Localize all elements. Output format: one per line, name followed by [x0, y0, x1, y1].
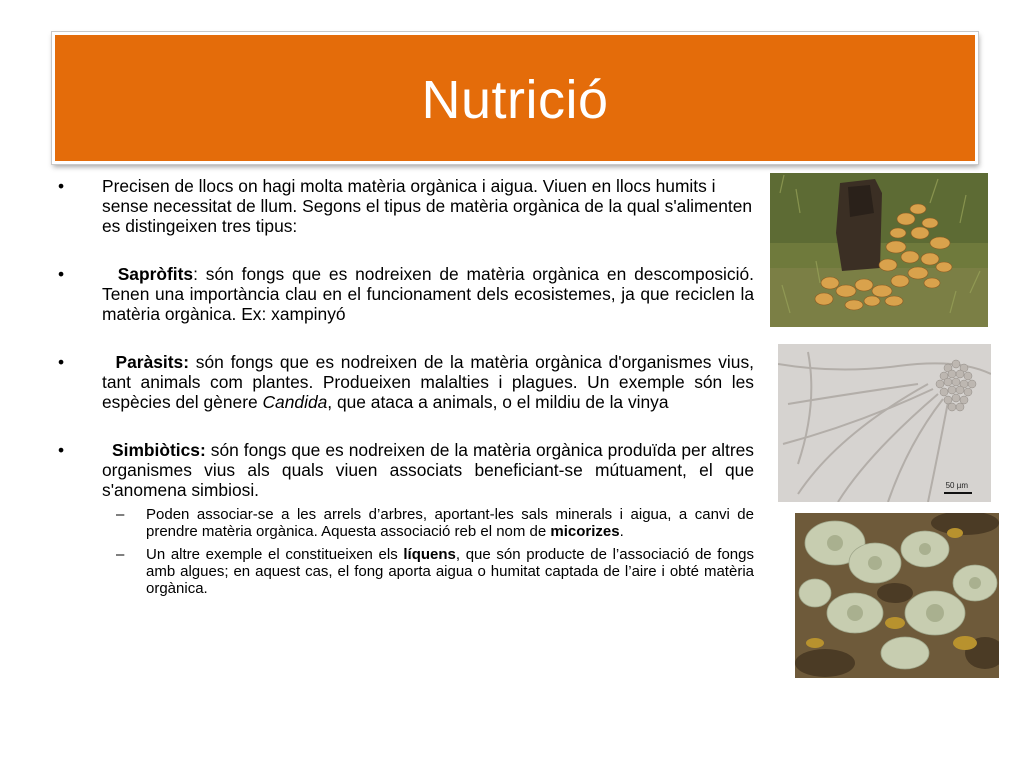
saprofits-text: : són fongs que es nodreixen de matèria orgànica en descomposició. Tenen una importància clau en el funcionament dels ecosistemes, ja que reciclen la matèria orgànica. Ex: xampinyó	[102, 264, 754, 324]
simbiotics-sub-list	[58, 506, 754, 597]
liquens-text-after: , que són producte de l’associació de fongs amb algues; en aquest cas, el fong aporta aigua o humitat captada de l’aire i obté matèria orgànica.	[146, 546, 754, 597]
lichen-illustration	[795, 513, 999, 678]
mushrooms-illustration	[770, 173, 988, 327]
slide-title-bar	[52, 32, 978, 164]
parasits-text-after: , que ataca a animals, o el mildiu de la vinya	[327, 392, 669, 412]
lichen-photo	[795, 513, 999, 678]
bullet-intro	[58, 176, 754, 236]
saprofits-term: Sapròfits	[117, 264, 194, 284]
bullet-simbiotics	[58, 440, 754, 500]
parasits-term: Paràsits:	[115, 352, 189, 372]
slide-body	[58, 176, 754, 603]
liquens-term: líquens	[403, 546, 456, 563]
microscope-photo	[778, 344, 991, 502]
sub-bullet-micorizes	[102, 506, 754, 540]
parasits-text: són fongs que es nodreixen de la matèria orgànica d'organismes vius, tant animals com plantes. Produeixen malalties i plagues. Un exemple són les espècies del gènere	[102, 352, 754, 412]
simbiotics-term: Simbiòtics:	[112, 440, 206, 460]
liquens-text: Un altre exemple el constitueixen els	[146, 546, 404, 563]
hyphae-illustration	[778, 344, 991, 502]
intro-text: Precisen de llocs on hagi molta matèria orgànica i aigua. Viuen en llocs humits i sense necessitat de llum. Segons el tipus de matèria orgànica de la qual s'alimenten es distingeixen tres tipus:	[102, 176, 753, 236]
mushrooms-photo	[770, 173, 988, 327]
micorizes-text-after: .	[619, 523, 624, 540]
scale-bar	[944, 492, 972, 494]
parasits-genus: Candida	[262, 392, 328, 412]
sub-bullet-liquens	[102, 546, 754, 597]
micorizes-term: micorizes	[550, 523, 620, 540]
bullet-parasits	[58, 352, 754, 412]
bullet-saprofits	[58, 264, 754, 324]
micorizes-text: Poden associar-se a les arrels d’arbres, aportant-les sals minerals i aigua, a canvi de prendre matèria orgànica. Aquesta associació reb el nom de	[146, 506, 754, 540]
slide-title: Nutrició	[421, 70, 609, 130]
scale-bar-label: 50 µm	[945, 481, 968, 490]
simbiotics-text: són fongs que es nodreixen de la matèria orgànica produïda per altres organismes vius als quals viuen associats beneficiant-se mútuament, el que s'anomena simbiosi.	[102, 440, 755, 500]
